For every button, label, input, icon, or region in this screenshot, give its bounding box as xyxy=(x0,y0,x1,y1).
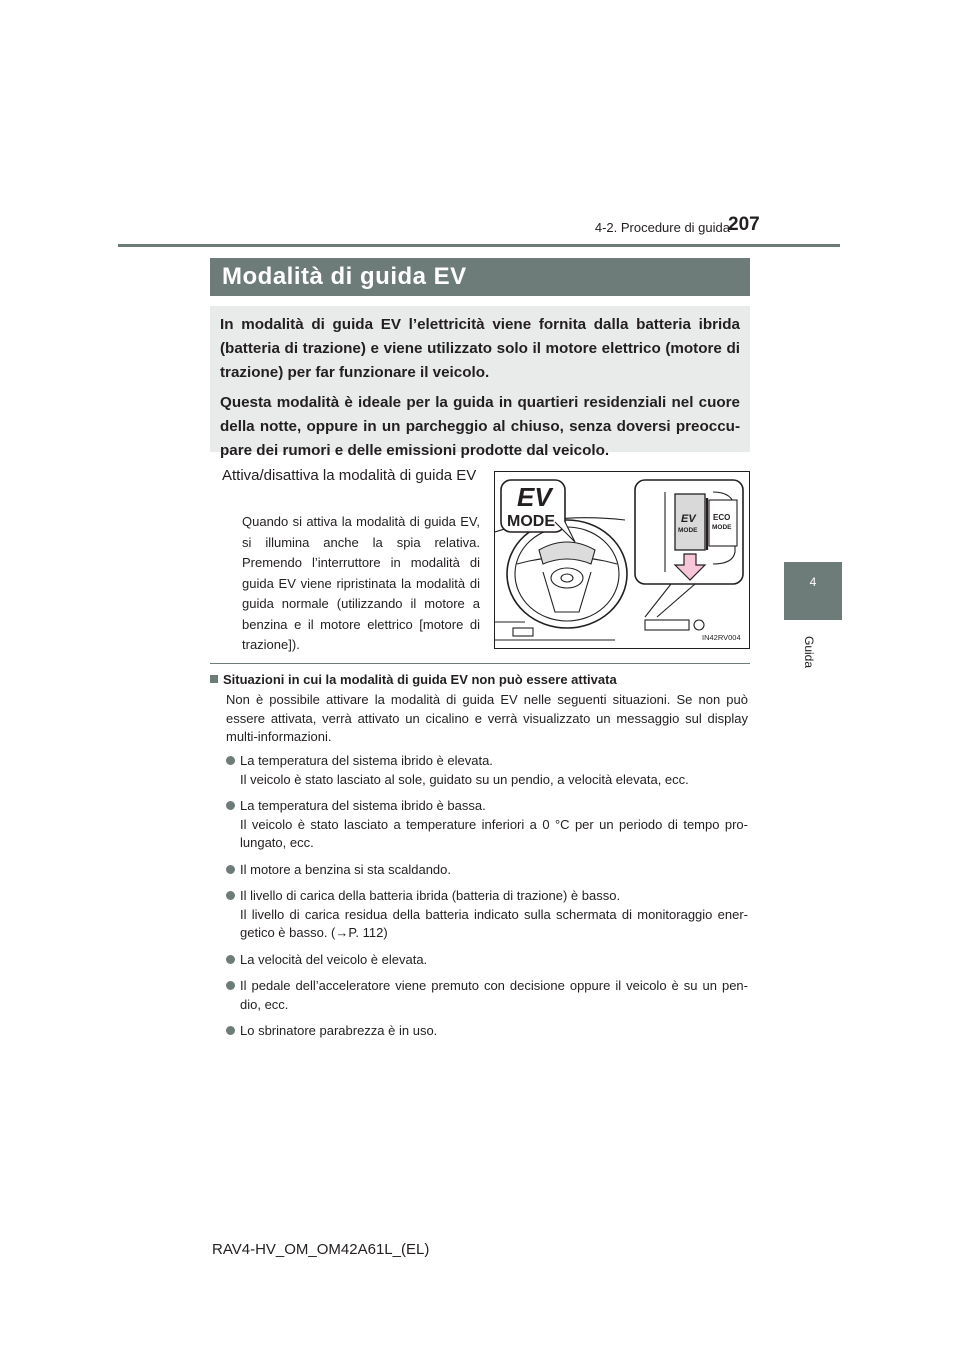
dashboard-illustration xyxy=(494,471,750,649)
section-rule xyxy=(210,663,750,664)
intro-paragraph-1: In modalità di guida EV l’elettricità viene fornita dalla batteria ibrida (batteria di trazione) e viene utilizzato solo il motore elettrico (motore di trazione) per far funzionare il veicolo. xyxy=(220,316,740,381)
bullet-dot-icon xyxy=(226,1026,235,1035)
ev-switch-label: EV xyxy=(681,513,696,525)
list-item: Lo sbrinatore parabrezza è in uso. xyxy=(226,1022,748,1041)
page-number: 207 xyxy=(728,214,760,235)
list-item: La velocità del veicolo è elevata. xyxy=(226,951,748,970)
list-item: Il pedale dell’acceleratore viene premuto con decisione oppure il veicolo è su un pen-dio, ecc. xyxy=(226,977,748,1014)
header-section-title: 4-2. Procedure di guida xyxy=(594,220,730,235)
bullet-dot-icon xyxy=(226,801,235,810)
section-intro: Non è possibile attivare la modalità di guida EV nelle seguenti situazioni. Se non può essere attivata, verrà attivato un cicalino e verrà visualizzato un messaggio sul display multi-informazioni. xyxy=(226,692,748,744)
bullet-dot-icon xyxy=(226,891,235,900)
condition-list xyxy=(226,752,748,1049)
list-item: La temperatura del sistema ibrido è elevata. Il veicolo è stato lasciato al sole, guidato su un pendio, a velocità elevata, ecc. xyxy=(226,752,748,789)
chapter-tab xyxy=(784,562,842,620)
ev-switch-mode-label: MODE xyxy=(678,527,698,534)
list-item: La temperatura del sistema ibrido è bassa. Il veicolo è stato lasciato a temperature inferiori a 0 °C per un periodo di tempo pro-lungato, ecc. xyxy=(226,797,748,853)
bullet-dot-icon xyxy=(226,865,235,874)
page-title-bar xyxy=(210,258,750,296)
bullet-dot-icon xyxy=(226,756,235,765)
eco-switch-mode-label: MODE xyxy=(712,524,732,531)
page-title: Modalità di guida EV xyxy=(222,263,467,290)
dashboard-drawing xyxy=(495,472,749,648)
lead-heading: Attiva/disattiva la modalità di guida EV xyxy=(222,467,477,484)
ev-mode-label-sub: MODE xyxy=(507,513,555,530)
bullet-dot-icon xyxy=(226,981,235,990)
square-bullet-icon xyxy=(210,675,218,683)
ev-mode-label: EV xyxy=(517,482,552,512)
bullet-dot-icon xyxy=(226,955,235,964)
list-item: Il livello di carica della batteria ibrida (batteria di trazione) è basso. Il livello di carica residua della batteria indicato sulla schermata di monitoraggio ener-getico è basso. (→P. 112) xyxy=(226,887,748,943)
lead-description: Quando si attiva la modalità di guida EV, si illumina anche la spia relativa. Premendo l’interruttore in modalità di guida EV viene ripristinata la modalità di guida normale (utilizzando il motore a benzina e il motore elettrico [motore di trazione]). xyxy=(242,514,480,652)
header-rule xyxy=(118,244,840,247)
eco-switch-label: ECO xyxy=(713,513,731,522)
chapter-tab-label: Guida xyxy=(802,636,816,669)
figure-code: IN42RV004 xyxy=(702,633,741,642)
intro-box xyxy=(210,306,750,459)
chapter-tab-number: 4 xyxy=(809,575,817,589)
list-item: Il motore a benzina si sta scaldando. xyxy=(226,861,748,880)
intro-paragraph-2: Questa modalità è ideale per la guida in quartieri residenziali nel cuore della notte, oppure in un parcheggio al chiuso, senza doversi preoccu-pare dei rumori e delle emissioni prodotte dal veicolo. xyxy=(220,394,740,459)
document-code: RAV4-HV_OM_OM42A61L_(EL) xyxy=(212,1241,430,1258)
section-heading: Situazioni in cui la modalità di guida EV non può essere attivata xyxy=(210,672,750,687)
